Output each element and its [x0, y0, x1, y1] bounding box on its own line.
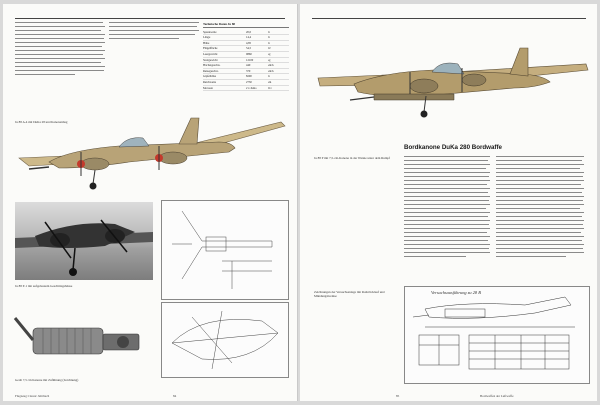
caption-drawings: Zeichnungen der Versuchsanlage mit Rohrrücklauf und Mündungsbremse — [314, 290, 385, 298]
spec-cell: Höchstgeschw. — [203, 63, 221, 68]
blueprint-title: Versuchsausführung zu 28 B — [431, 290, 481, 295]
right-page — [300, 4, 597, 401]
spec-cell: Gipfelhöhe — [203, 74, 217, 79]
spec-cell: Länge — [203, 35, 211, 40]
spec-cell: 2730 — [246, 79, 252, 84]
spec-cell: 12100 — [246, 57, 254, 62]
aircraft-illustration-right — [314, 44, 590, 120]
spec-cell: Spannweite — [203, 29, 217, 34]
footer-left: Flugzeug Classic Jahrbuch — [15, 394, 50, 398]
text-column-1 — [15, 22, 105, 78]
technical-drawing-2 — [161, 302, 289, 378]
spec-cell: Reisegeschw. — [203, 68, 219, 73]
spec-cell: Startgewicht — [203, 57, 218, 62]
spec-table-title: Technische Daten Ju 88 — [203, 22, 289, 28]
caption-aircraft: Ju 88 A-4 mit DuKa 28 und Kanonenbug — [15, 120, 68, 124]
spec-cell: 54,5 — [246, 46, 252, 51]
spec-cell: Leergewicht — [203, 51, 218, 56]
spec-cell: 370 — [246, 68, 251, 73]
page-number-right: 85 — [396, 394, 400, 398]
text-column-4 — [496, 156, 584, 260]
footer-right: Bordwaffen der Luftwaffe — [480, 394, 514, 398]
spec-cell: m — [267, 29, 270, 34]
spec-cell: Reichweite — [203, 79, 217, 84]
spec-cell: 8200 — [246, 74, 252, 79]
spec-cell: 211 — [267, 85, 272, 90]
bw-photo — [15, 202, 153, 280]
caption-gun: Gerät 7,5 cm Kanone mit Zuführung (Zeichnung) — [15, 378, 79, 382]
spec-cell: m² — [267, 46, 271, 51]
spec-cell: 440 — [246, 63, 251, 68]
spec-cell: 20,0 — [246, 29, 252, 34]
spec-cell: km — [267, 79, 272, 84]
spec-cell: m — [267, 35, 270, 40]
text-column-3 — [404, 156, 490, 260]
page-number-left: 84 — [173, 394, 177, 398]
spec-cell: 2 x Jumo — [246, 85, 257, 90]
spec-table — [203, 22, 289, 91]
spec-cell: 9860 — [246, 51, 252, 56]
caption-photo: Ju 88 P-1 mit aufgebautem Geschützgehäuse — [15, 284, 73, 288]
spec-cell: 4,85 — [246, 40, 252, 45]
gun-mechanism-illustration — [13, 304, 153, 376]
left-page — [3, 4, 298, 401]
caption-plane: Ju 88 P mit 7,5-cm-Kanone in der Wanne unter dem Rumpf — [314, 156, 390, 160]
spec-cell: m — [267, 40, 270, 45]
top-rule-right — [312, 18, 586, 19]
spec-cell: Motoren — [203, 85, 213, 90]
spec-cell: kg — [267, 51, 271, 56]
spec-cell: km/h — [267, 68, 274, 73]
top-rule — [15, 18, 285, 19]
aircraft-illustration — [9, 112, 289, 192]
spec-cell: 14,4 — [246, 35, 252, 40]
text-column-2 — [109, 22, 199, 42]
spec-row — [203, 86, 289, 92]
spec-cell: km/h — [267, 63, 274, 68]
spec-cell: Höhe — [203, 40, 210, 45]
spec-cell: kg — [267, 57, 271, 62]
technical-drawing-1 — [161, 200, 289, 300]
spec-cell: Flügelfläche — [203, 46, 218, 51]
blueprint-drawing — [404, 286, 590, 384]
spec-cell: m — [267, 74, 270, 79]
article-heading: Bordkanone DuKa 280 Bordwaffe — [404, 144, 502, 151]
